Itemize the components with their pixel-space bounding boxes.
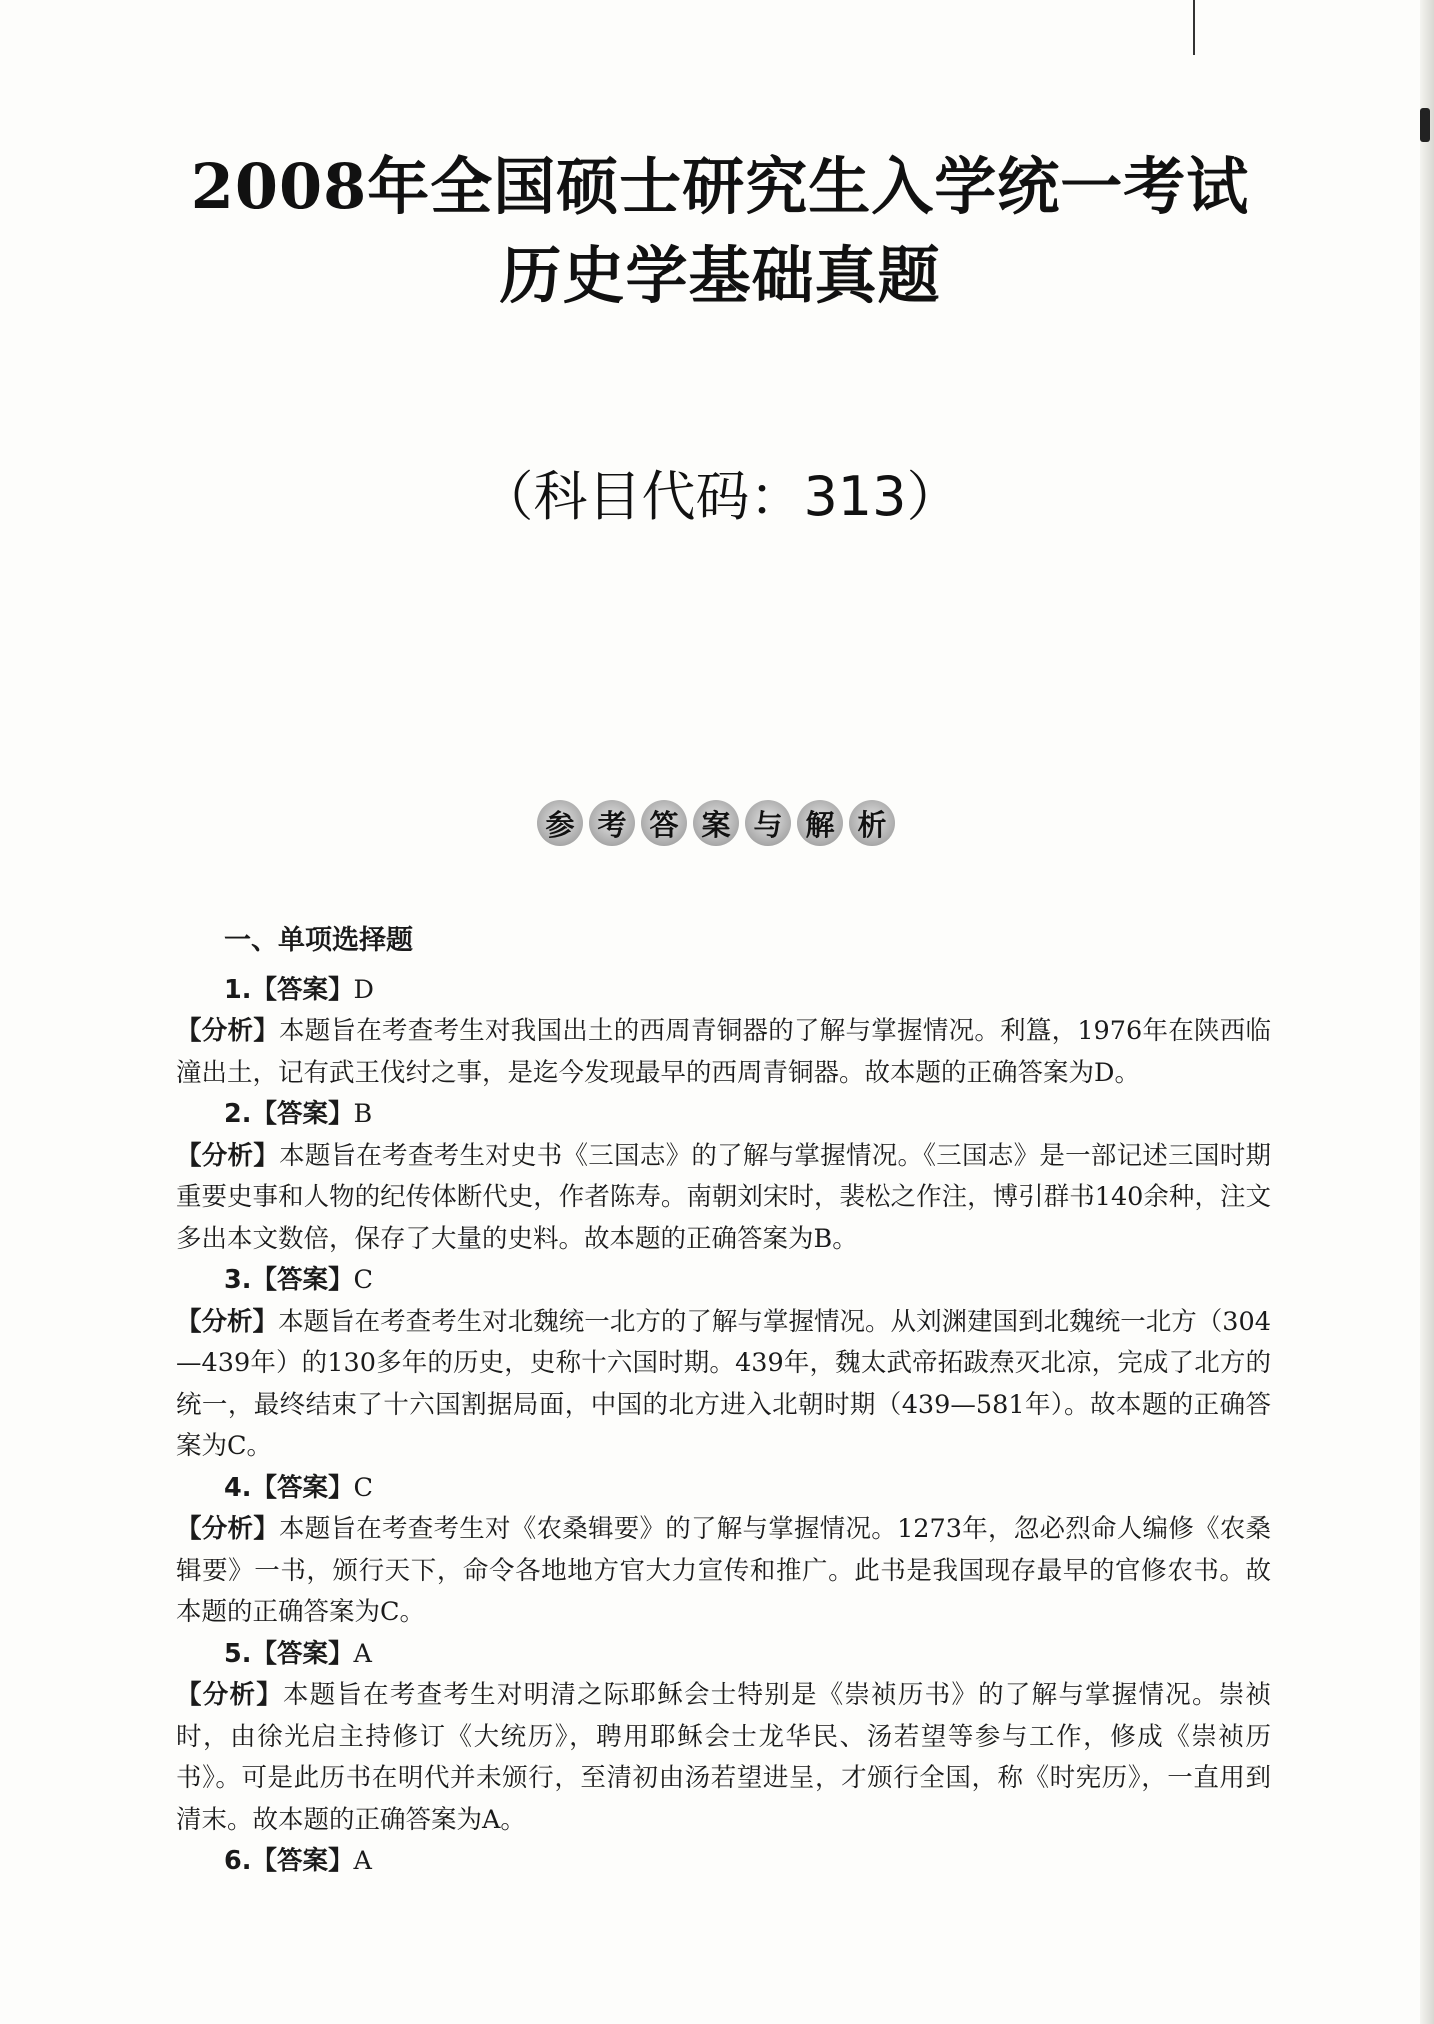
analysis-label: 【分析】 bbox=[176, 1680, 283, 1710]
page-title-line1: 2008年全国硕士研究生入学统一考试 bbox=[190, 150, 1250, 223]
analysis-paragraph bbox=[176, 1675, 1271, 1841]
answer-line bbox=[224, 1094, 1271, 1136]
analysis-text: 本题旨在考查考生对北魏统一北方的了解与掌握情况。从刘渊建国到北魏统一北方（304—439年）的130多年的历史，史称十六国时期。439年，魏太武帝拓跋焘灭北凉，完成了北方的统一，最终结束了十六国割据局面，中国的北方进入北朝时期（439—581年）。故本题的正确答案为C。 bbox=[176, 1306, 1271, 1461]
analysis-paragraph bbox=[176, 1136, 1271, 1261]
analysis-text: 本题旨在考查考生对明清之际耶稣会士特别是《崇祯历书》的了解与掌握情况。崇祯时，由徐光启主持修订《大统历》，聘用耶稣会士龙华民、汤若望等参与工作，修成《崇祯历书》。可是此历书在明代并未颁行，至清初由汤若望进呈，才颁行全国，称《时宪历》，一直用到清末。故本题的正确答案为A。 bbox=[176, 1680, 1271, 1835]
analysis-paragraph bbox=[176, 1011, 1271, 1094]
banner-char: 析 bbox=[849, 800, 895, 846]
answer-line bbox=[224, 1260, 1271, 1302]
analysis-label: 【分析】 bbox=[176, 1016, 280, 1046]
subject-code: （科目代码：313） bbox=[479, 465, 961, 528]
question-number: 3. bbox=[224, 1265, 252, 1295]
analysis-paragraph bbox=[176, 1509, 1271, 1634]
banner-char: 参 bbox=[537, 800, 583, 846]
answer-value: B bbox=[353, 1099, 373, 1129]
answer-value: C bbox=[353, 1265, 373, 1295]
question-number: 1. bbox=[224, 974, 252, 1005]
analysis-text: 本题旨在考查考生对《农桑辑要》的了解与掌握情况。1273年，忽必烈命人编修《农桑辑要》一书，颁行天下，命令各地地方官大力宣传和推广。此书是我国现存最早的官修农书。故本题的正确答案为C。 bbox=[176, 1514, 1271, 1627]
answer-label: 【答案】 bbox=[251, 1472, 354, 1503]
analysis-text: 本题旨在考查考生对史书《三国志》的了解与掌握情况。《三国志》是一部记述三国时期重要史事和人物的纪传体断代史，作者陈寿。南朝刘宋时，裴松之作注，博引群书140余种，注文多出本文数倍，保存了大量的史料。故本题的正确答案为B。 bbox=[176, 1140, 1271, 1254]
question-number: 4. bbox=[224, 1472, 252, 1503]
analysis-label: 【分析】 bbox=[176, 1514, 280, 1544]
answer-value: A bbox=[353, 1846, 372, 1876]
analysis-paragraph bbox=[176, 1302, 1271, 1468]
analysis-label: 【分析】 bbox=[176, 1306, 279, 1337]
section-title: 一、单项选择题 bbox=[224, 925, 413, 956]
answer-label: 【答案】 bbox=[251, 974, 354, 1005]
page-edge-shadow bbox=[1420, 0, 1434, 2024]
answer-content bbox=[176, 920, 1271, 1883]
page-title-line2: 历史学基础真题 bbox=[499, 239, 941, 312]
scan-artifact-line bbox=[1193, 0, 1195, 55]
answer-line bbox=[224, 1841, 1271, 1883]
question-number: 2. bbox=[224, 1099, 252, 1129]
banner-char: 答 bbox=[641, 800, 687, 846]
page-edge-mark bbox=[1420, 108, 1430, 142]
banner-char: 考 bbox=[589, 800, 635, 846]
banner-char: 解 bbox=[797, 800, 843, 846]
answer-line bbox=[224, 1634, 1271, 1676]
analysis-label: 【分析】 bbox=[176, 1140, 280, 1171]
answer-label: 【答案】 bbox=[251, 1846, 354, 1876]
answer-line bbox=[224, 970, 1271, 1012]
answer-banner bbox=[537, 800, 895, 850]
banner-char: 与 bbox=[745, 800, 791, 846]
answer-label: 【答案】 bbox=[251, 1265, 354, 1295]
answer-line bbox=[224, 1468, 1271, 1510]
answer-label: 【答案】 bbox=[251, 1099, 354, 1129]
question-number: 6. bbox=[224, 1846, 252, 1876]
question-number: 5. bbox=[224, 1638, 252, 1669]
answer-label: 【答案】 bbox=[251, 1638, 354, 1669]
answer-value: D bbox=[353, 974, 374, 1005]
answer-value: C bbox=[353, 1472, 373, 1503]
analysis-text: 本题旨在考查考生对我国出土的西周青铜器的了解与掌握情况。利簋，1976年在陕西临潼出土，记有武王伐纣之事，是迄今发现最早的西周青铜器。故本题的正确答案为D。 bbox=[176, 1016, 1271, 1088]
answer-value: A bbox=[353, 1638, 372, 1669]
banner-char: 案 bbox=[693, 800, 739, 846]
